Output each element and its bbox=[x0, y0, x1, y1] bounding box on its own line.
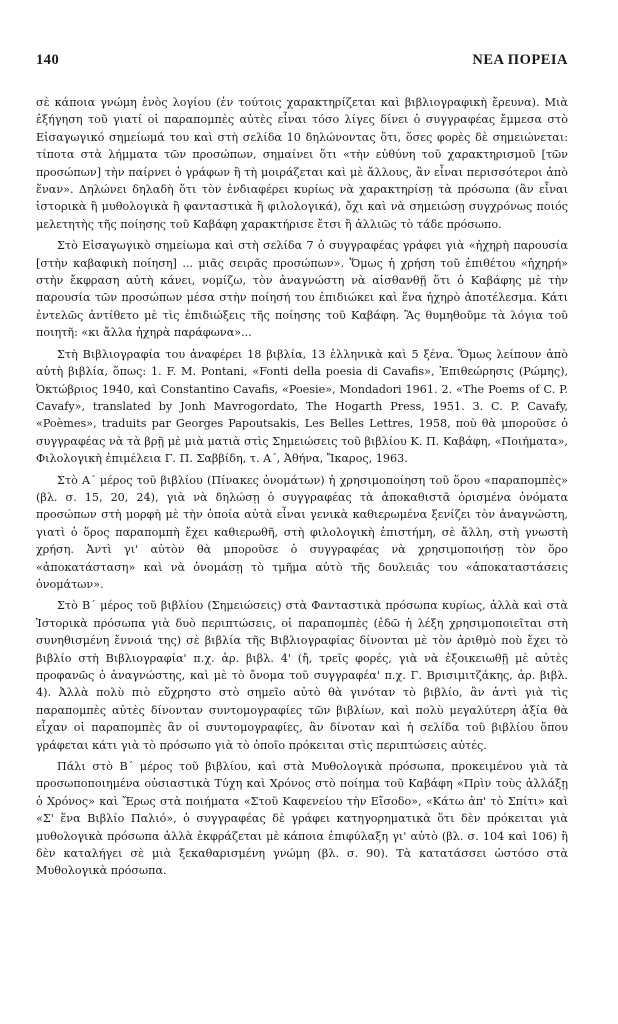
paragraph: σὲ κάποια γνώμη ἑνὸς λογίου (ἐν τούτοις χαρακτηρίζεται καὶ βιβλιογραφικὴ ἔρευνα). Μιὰ ἐξήγηση τοῦ γιατί οἱ παραπομπὲς αὐτὲς εἶναι τόσο λίγες δίνει ὁ συγγραφέας ἔμμεσα στὸ Εἰσαγωγικό σημείωμά του καὶ στὴ σελίδα 10 δηλώνοντας ὅτι, ὅσες φορὲς δὲ σημειώνεται: τίποτα στὰ λήμματα τῶν προσώπων, σημαίνει ὅτι «τὴν εὐθύνη τοῦ χαρακτηρισμοῦ [τῶν προσώπων] τὴν παίρνει ὁ γράφων ἢ τὴ μοιράζεται καὶ μὲ ἄλλους, ἂν εἶναι περισσότεροι ἀπὸ ἕναν». Δηλώνει δηλαδὴ ὅτι τὸν ἐνδιαφέρει κυρίως νὰ χαρακτηρίσῃ τὰ πρόσωπα (ἂν εἶναι ἱστορικὰ ἢ μυθολογικὰ ἢ φανταστικὰ ἢ φιλολογικά), ὄχι καὶ νὰ σημειώσῃ συγχρόνως ποιός μελετητὴς τῆς ποίησης τοῦ Καβάφη χαρακτήρισε ἔτσι ἢ ἀλλιῶς τὸ τάδε πρόσωπο. bbox=[36, 96, 568, 231]
paragraph: Στὴ Βιβλιογραφία του ἀναφέρει 18 βιβλία, 13 ἑλληνικὰ καὶ 5 ξένα. Ὅμως λείπουν ἀπὸ αὐτὴ βιβλία, ὅπως: 1. F. M. Pontani, «Fonti della poesia di Cavafis», Ἐπιθεώρησις (Ρώμης), Ὀκτώβριος 1940, καὶ Constantino Cavafis, «Poesie», Mondadori 1961. 2. «The Poems of C. P. Cavafy», translated by Jonh Mavrogordato, The Hogarth Press, 1951. 3. C. P. Cavafy, «Poèmes», traduits par Georges Papoutsakis, Les Belles Lettres, 1958, ποὺ θὰ μποροῦσε ὁ συγγραφέας νὰ τὰ βρῇ μὲ μιὰ ματιὰ στὶς Σημειώσεις τοῦ βιβλίου Κ. Π. Καβάφη, «Ποιήματα», Φιλολογικὴ ἐπιμέλεια Γ. Π. Σαββίδη, τ. Α΄, Ἀθήνα, Ἴκαρος, 1963. bbox=[36, 347, 568, 466]
article-body bbox=[36, 94, 568, 880]
journal-title: ΝΕΑ ΠΟΡΕΙΑ bbox=[472, 52, 568, 68]
page-number: 140 bbox=[36, 52, 60, 68]
paragraph: Πάλι στὸ Β΄ μέρος τοῦ βιβλίου, καὶ στὰ Μυθολογικὰ πρόσωπα, προκειμένου γιὰ τὰ προσωποποιημένα οὐσιαστικὰ Τύχη καὶ Χρόνος στὸ ποίημα τοῦ Καβάφη «Πρὶν τοὺς ἀλλάξῃ ὁ Χρόνος» καὶ Ἔρως στὰ ποιήματα «Στοῦ Καφενείου τὴν Εἴσοδο», «Κάτω ἀπ' τὸ Σπίτι» καὶ «Σ' ἕνα Βιβλίο Παλιό», ὁ συγγραφέας δὲ γράφει κατηγορηματικὰ ὅτι δὲν πρόκειται γιὰ μυθολογικὰ πρόσωπα ἀλλὰ ἐκφράζεται μὲ κάποια ἐπιφύλαξη γι' αὐτὸ (βλ. σ. 104 καὶ 106) ἢ δὲν καταλήγει σὲ μιὰ ξεκαθαρισμένη γνώμη (βλ. σ. 90). Τὰ κατατάσσει ὡστόσο στὰ Μυθολογικὰ πρόσωπα. bbox=[36, 760, 568, 878]
paragraph: Στὸ Α΄ μέρος τοῦ βιβλίου (Πίνακες ὀνομάτων) ἡ χρησιμοποίηση τοῦ ὅρου «παραπομπὲς» (βλ. σ. 15, 20, 24), γιὰ νὰ δηλώσῃ ὁ συγγραφέας τὰ ἀποκαθιστᾶ ὁρισμένα ὀνόματα προσώπων στὴ μορφὴ μὲ τὴν ὁποία αὐτὰ εἶναι γενικὰ καθιερωμένα ξενίζει τὸν ἀναγνώστη, γιατὶ ὁ ὅρος παραπομπὴ ἔχει καθιερωθῆ, στὴ φιλολογικὴ ἐπιστήμη, σὲ ἄλλη, στὴ γνωστὴ χρήση. Ἀντὶ γι' αὐτὸν θὰ μποροῦσε ὁ συγγραφέας νὰ χρησιμοποιήσῃ τὸν ὅρο «ἀποκατάσταση» καὶ νὰ ὀνομάσῃ τὸ τμῆμα αὐτὸ τῆς δουλειᾶς του «ἀποκαταστάσεις ὀνομάτων». bbox=[36, 473, 568, 591]
paragraph: Στὸ Β΄ μέρος τοῦ βιβλίου (Σημειώσεις) στὰ Φανταστικὰ πρόσωπα κυρίως, ἀλλὰ καὶ στὰ Ἱστορικὰ πρόσωπα γιὰ δυὸ περιπτώσεις, οἱ παραπομπὲς (ἐδῶ ἡ λέξη χρησιμοποιεῖται στὴ συνηθισμένη ἔννοιά της) σὲ βιβλία τῆς Βιβλιογραφίας δίνονται μὲ τὸν ἀριθμὸ ποὺ ἔχει τὸ βιβλίο στὴ Βιβλιογραφία' π.χ. ἀρ. βιβλ. 4' (ἤ, τρεῖς φορές, γιὰ νὰ ἐξοικειωθῇ μὲ αὐτὲς προφανῶς ὁ ἀναγνώστης, καὶ μὲ τὸ ὄνομα τοῦ συγγραφέα' π.χ. Γ. Βρισιμιτζάκης, ἀρ. βιβλ. 4). Ἀλλὰ πολὺ πιὸ εὔχρηστο στὸ σημεῖο αὐτὸ θὰ γινόταν τὸ βιβλίο, ἂν ἀντὶ γιὰ τὶς παραπομπὲς αὐτὲς δίνονταν συντομογραφίες τῶν βιβλίων, καὶ πολὺ μεγαλύτερη ἀξία θὰ εἶχαν οἱ παραπομπὲς ἂν οἱ συντομογραφίες, ἂν δίνοταν καὶ ἡ σελίδα τοῦ βιβλίου ὅπου γράφεται κάτι γιὰ τὸ πρόσωπο γιὰ τὸ ὁποῖο πρόκειται στὶς περιπτώσεις αὐτές. bbox=[36, 599, 568, 752]
paragraph: Στὸ Εἰσαγωγικὸ σημείωμα καὶ στὴ σελίδα 7 ὁ συγγραφέας γράφει γιὰ «ἠχηρὴ παρουσία [στὴν καβαφικὴ ποίηση] ... μιᾶς σειρᾶς προσώπων». Ὅμως ἡ χρήση τοῦ ἐπιθέτου «ἠχηρή» στὴν ἔκφραση αὐτὴ κάνει, νομίζω, τὸν ἀναγνώστη νὰ αἰσθανθῇ ὅτι ὁ Καβάφης μὲ τὴν παρουσία τῶν προσώπων μέσα στὴν ποίησή του ἐπιδιώκει καὶ ἕνα ἠχηρὸ ἀποτέλεσμα. Κάτι ἐντελῶς ἀντίθετο μὲ τὶς ἐπιδιώξεις τῆς ποίησης τοῦ Καβάφη. Ἂς θυμηθοῦμε τὰ λόγια τοῦ ποιητῆ: «κι ἄλλα ἠχηρὰ παράφωνα»... bbox=[36, 239, 568, 340]
page-header bbox=[36, 52, 568, 72]
